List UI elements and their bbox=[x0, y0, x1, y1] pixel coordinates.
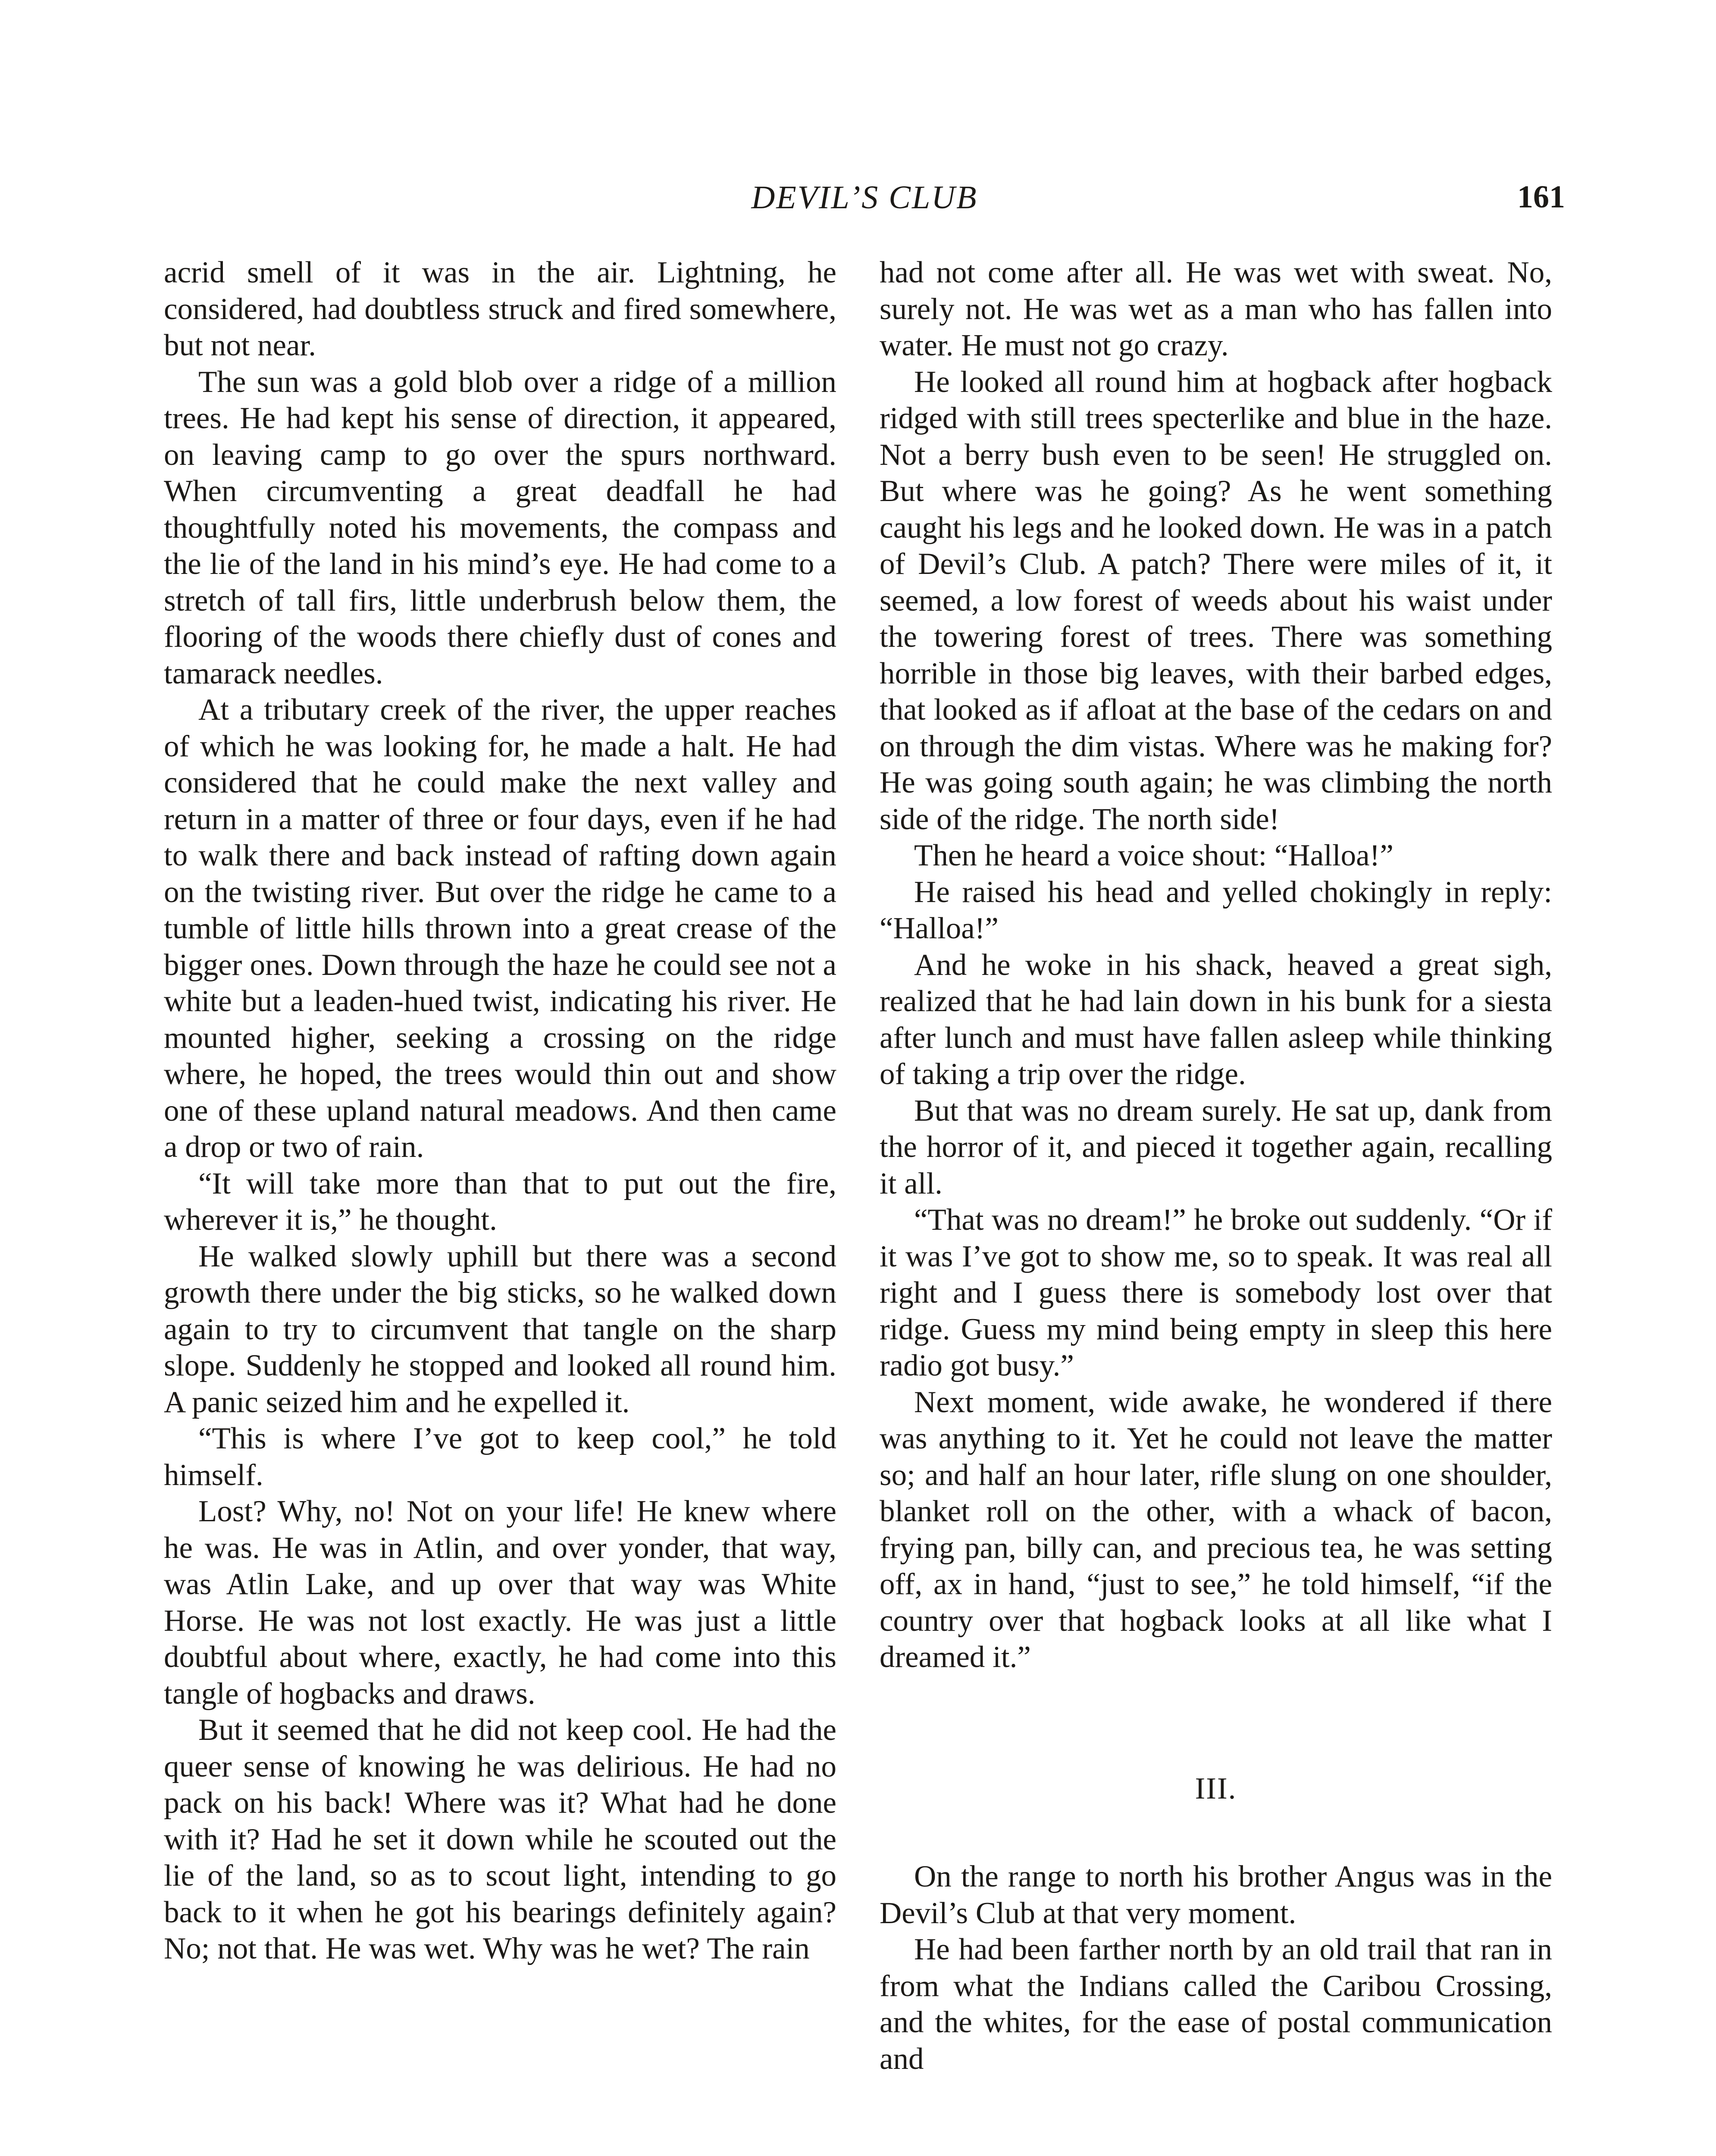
paragraph: But that was no dream surely. He sat up, dank from the horror of it, and pieced it together again, recalling it all. bbox=[880, 1094, 1552, 1200]
paragraph: And he woke in his shack, heaved a great sigh, realized that he had lain down in his bunk for a siesta after lunch and must have fallen asleep while thinking of taking a trip over the ridge. bbox=[880, 948, 1552, 1091]
paragraph: He looked all round him at hogback after hogback ridged with still trees specterlike and blue in the haze. Not a berry bush even to be seen! He struggled on. But where was he going? As he went something caught his legs and he looked down. He was in a patch of Devil’s Club. A patch? There were miles of it, it seemed, a low forest of weeds about his waist under the towering forest of trees. There was something horrible in those big leaves, with their barbed edges, that looked as if afloat at the base of the cedars on and on through the dim vistas. Where was he making for? He was going south again; he was climbing the north side of the ridge. The north side! bbox=[880, 365, 1552, 836]
paragraph: acrid smell of it was in the air. Lightning, he considered, had doubtless struck and fired somewhere, but not near. bbox=[164, 256, 836, 362]
running-title: DEVIL’S CLUB bbox=[751, 179, 978, 216]
paragraph: “This is where I’ve got to keep cool,” he told himself. bbox=[164, 1422, 836, 1492]
page-header bbox=[164, 175, 1565, 226]
right-column bbox=[880, 254, 1552, 2077]
section-heading: III. bbox=[1195, 1771, 1237, 1805]
paragraph: At a tributary creek of the river, the upper reaches of which he was looking for, he made a halt. He had considered that he could make the next valley and return in a matter of three or four days, even if he had to walk there and back instead of rafting down again on the twisting river. But over the ridge he came to a tumble of little hills thrown into a great crease of the bigger ones. Down through the haze he could see not a white but a leaden-hued twist, indicating his river. He mounted higher, seeking a crossing on the ridge where, he hoped, the trees would thin out and show one of these upland natural meadows. And then came a drop or two of rain. bbox=[164, 693, 836, 1164]
left-column bbox=[164, 254, 836, 1967]
paragraph: had not come after all. He was wet with sweat. No, surely not. He was wet as a man who has fallen into water. He must not go crazy. bbox=[880, 256, 1552, 362]
paragraph: “That was no dream!” he broke out suddenly. “Or if it was I’ve got to show me, so to speak. It was real all right and I guess there is somebody lost over that ridge. Guess my mind being empty in sleep this here radio got busy.” bbox=[880, 1203, 1552, 1382]
paragraph: But it seemed that he did not keep cool. He had the queer sense of knowing he was delirious. He had no pack on his back! Where was it? What had he done with it? Had he set it down while he scouted out the lie of the land, so as to scout light, intending to go back to it when he got his bearings definitely again? No; not that. He was wet. Why was he wet? The rain bbox=[164, 1713, 836, 1965]
paragraph: Lost? Why, no! Not on your life! He knew where he was. He was in Atlin, and over yonder, that way, was Atlin Lake, and up over that way was White Horse. He was not lost exactly. He was just a little doubtful about where, exactly, he had come into this tangle of hogbacks and draws. bbox=[164, 1495, 836, 1711]
paragraph: On the range to north his brother Angus was in the Devil’s Club at that very moment. bbox=[880, 1860, 1552, 1930]
paragraph: “It will take more than that to put out the fire, wherever it is,” he thought. bbox=[164, 1166, 836, 1237]
paragraph: The sun was a gold blob over a ridge of a million trees. He had kept his sense of direction, it appeared, on leaving camp to go over the spurs northward. When circumventing a great deadfall he had thoughtfully noted his movements, the compass and the lie of the land in his mind’s eye. He had come to a stretch of tall firs, little underbrush below them, the flooring of the woods there chiefly dust of cones and tamarack needles. bbox=[164, 365, 836, 690]
paragraph: He walked slowly uphill but there was a second growth there under the big sticks, so he walked down again to try to circumvent that tangle on the sharp slope. Suddenly he stopped and looked all round him. A panic seized him and he expelled it. bbox=[164, 1239, 836, 1419]
paragraph: He raised his head and yelled chokingly in reply: “Halloa!” bbox=[880, 875, 1552, 945]
paragraph: Next moment, wide awake, he wondered if there was anything to it. Yet he could not leave the matter so; and half an hour later, rifle slung on one shoulder, blanket roll on the other, with a whack of bacon, frying pan, billy can, and precious tea, he was setting off, ax in hand, “just to see,” he told himself, “if the country over that hogback looks at all like what I dreamed it.” bbox=[880, 1385, 1552, 1674]
page-number: 161 bbox=[1517, 179, 1565, 215]
paragraph: He had been farther north by an old trail that ran in from what the Indians called the Caribou Crossing, and the whites, for the ease of postal communication and bbox=[880, 1933, 1552, 2076]
paragraph: Then he heard a voice shout: “Halloa!” bbox=[914, 839, 1393, 872]
